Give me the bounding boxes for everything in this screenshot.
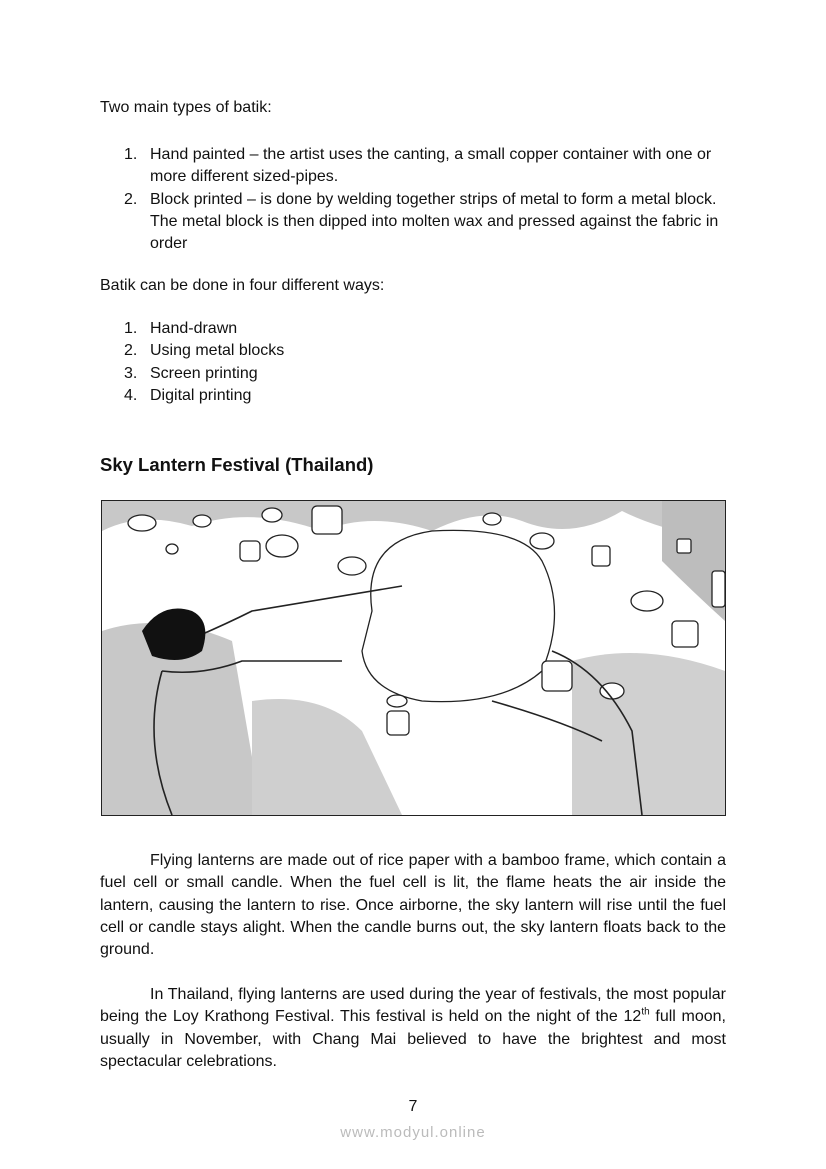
list-item: [100, 318, 726, 340]
watermark: www.modyul.online: [340, 1124, 486, 1141]
ordinal-suffix: th: [641, 1006, 650, 1018]
lantern-drawing: [102, 501, 725, 815]
batik-types-intro: Two main types of batik:: [100, 99, 272, 116]
section-heading: Sky Lantern Festival (Thailand): [100, 454, 374, 475]
batik-ways-list: [100, 318, 726, 407]
list-item: [100, 363, 726, 385]
list-text: Using metal blocks: [150, 342, 285, 360]
list-text: Screen printing: [150, 364, 258, 382]
sky-lantern-illustration: [101, 500, 726, 816]
list-number: 1.: [124, 320, 138, 337]
list-number: 1.: [124, 146, 138, 163]
paragraph-2-text-cont: full moon, usually in November, with Chang Mai believed to have the brightest and most spectacular celebrations.: [100, 1008, 726, 1070]
list-item: [100, 385, 726, 407]
list-number: 2.: [124, 190, 138, 208]
list-text: Block printed – is done by welding together strips of metal to form a metal block. The metal block is then dipped into molten wax and pressed against the fabric in order: [150, 190, 719, 253]
list-text: Hand-drawn: [150, 320, 238, 337]
list-text: Digital printing: [150, 386, 252, 404]
list-number: 4.: [124, 386, 138, 404]
batik-ways-intro: Batik can be done in four different ways:: [100, 277, 385, 294]
list-number: 2.: [124, 342, 138, 360]
list-text: Hand painted – the artist uses the canting, a small copper container with one or more different sized-pipes.: [150, 146, 712, 186]
paragraph-2: [100, 984, 726, 1073]
list-item: [100, 144, 726, 189]
paragraph-2-text: In Thailand, flying lanterns are used during the year of festivals, the most popular being the Loy Krathong Festival. This festival is held on the night of the 12: [100, 986, 726, 1026]
list-item: [100, 189, 726, 256]
list-item: [100, 340, 726, 362]
batik-types-list: [100, 144, 726, 255]
list-number: 3.: [124, 364, 138, 382]
page-number: 7: [408, 1098, 418, 1115]
paragraph-1-text: Flying lanterns are made out of rice paper with a bamboo frame, which contain a fuel cell or small candle. When the fuel cell is lit, the flame heats the air inside the lantern, causing the lantern to rise. Once airborne, the sky lantern will rise until the fuel cell or candle stays alight. When the candle burns out, the sky lantern floats back to the ground.: [100, 852, 726, 959]
paragraph-1: [100, 850, 726, 961]
